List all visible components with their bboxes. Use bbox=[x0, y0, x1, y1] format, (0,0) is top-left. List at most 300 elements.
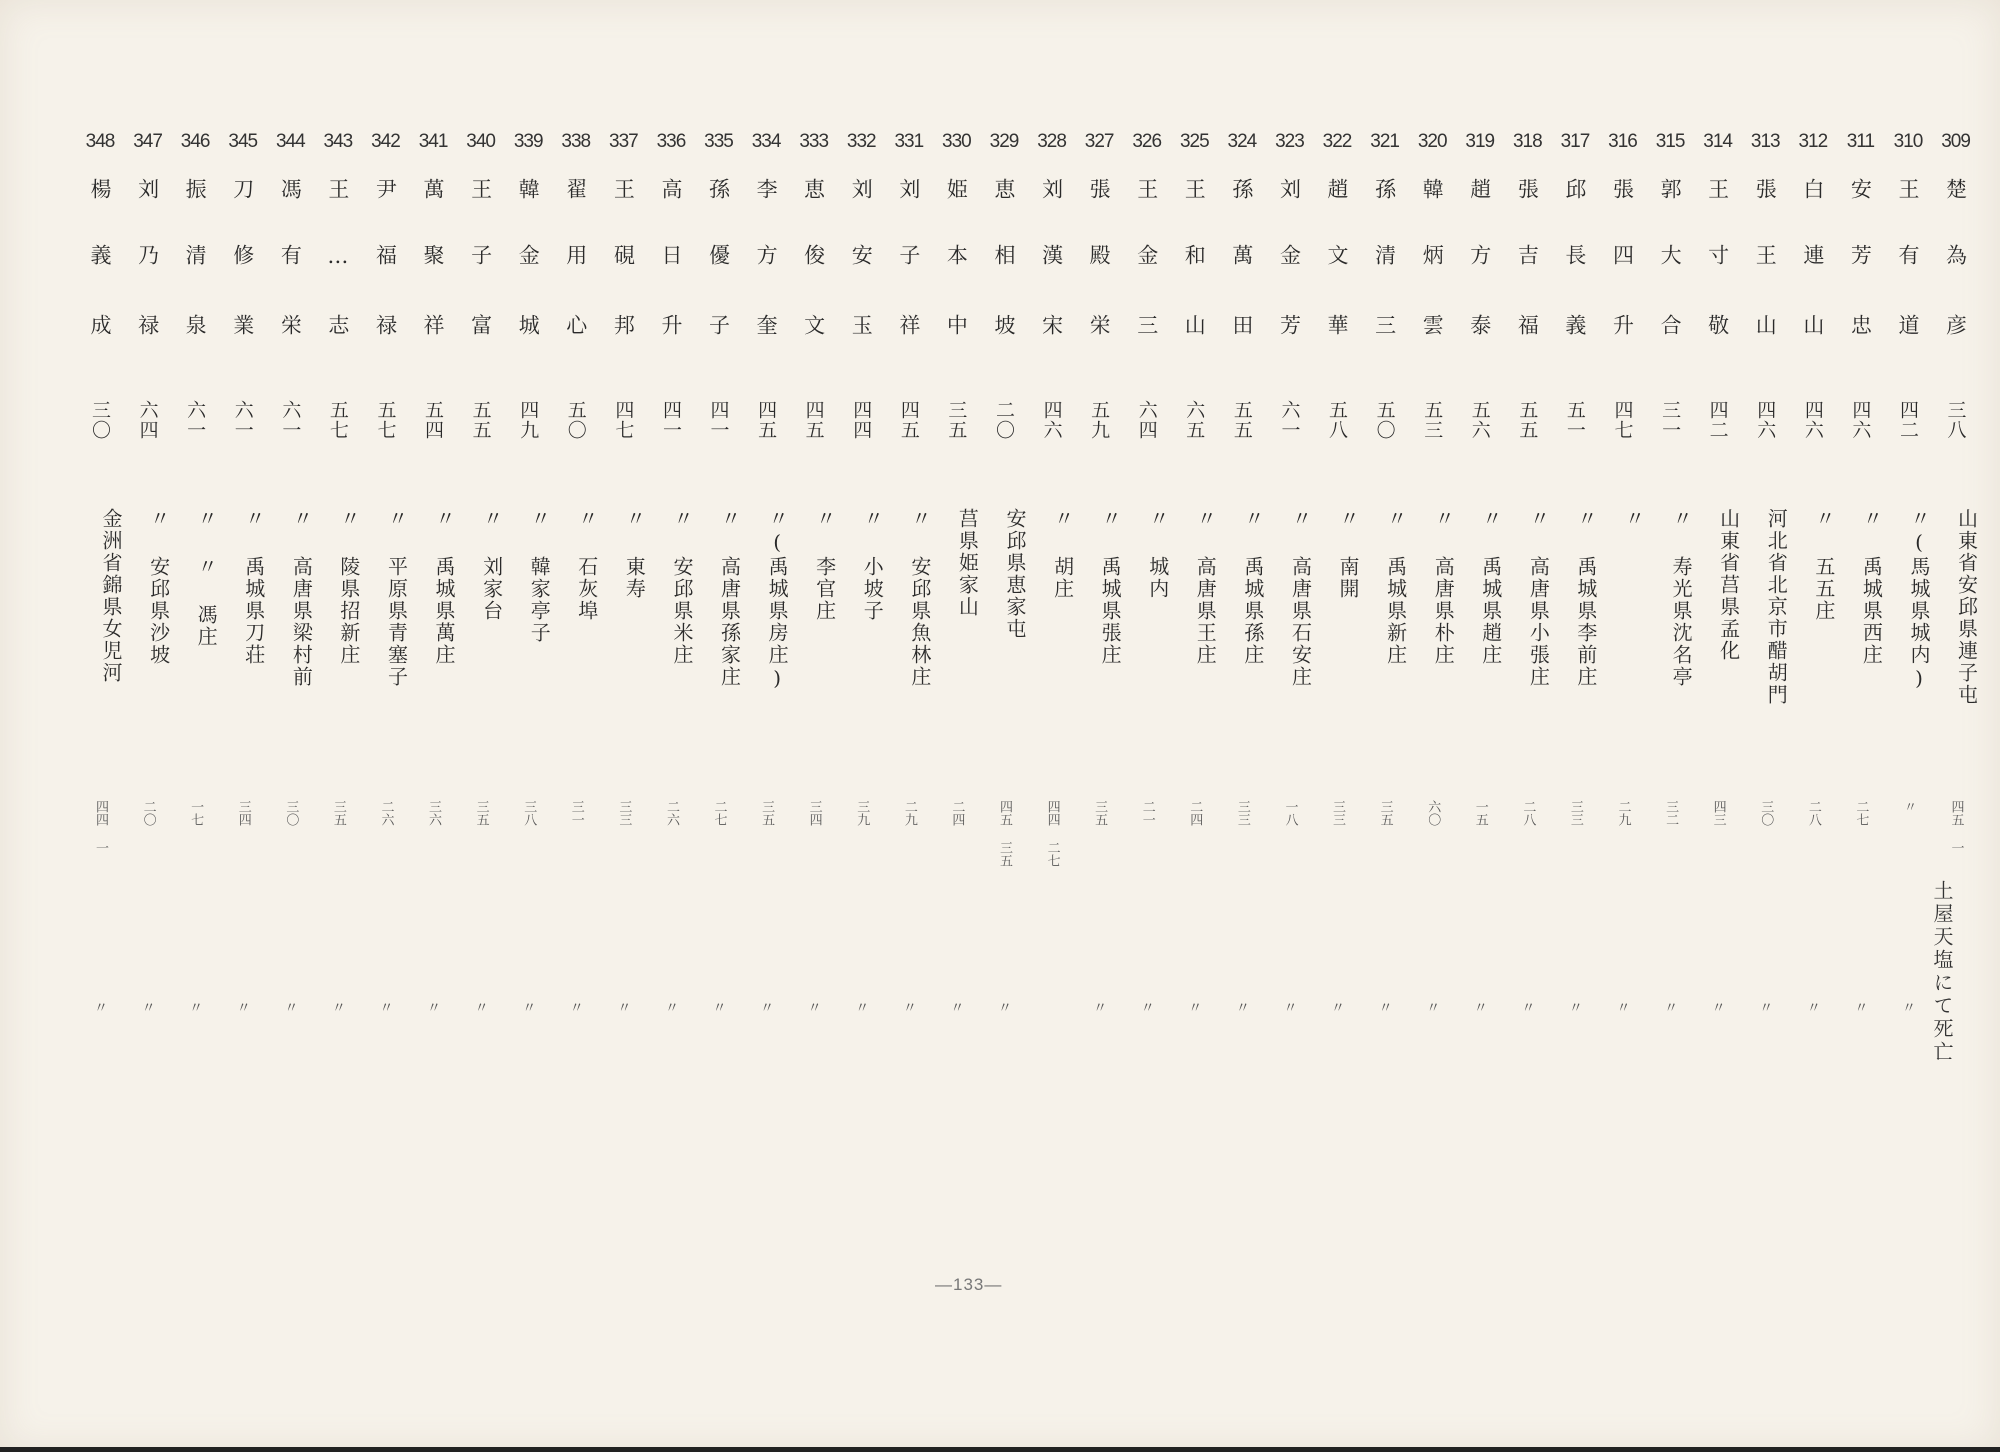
date-value: 二八 bbox=[1805, 800, 1821, 826]
date-value: 二七 bbox=[1853, 800, 1869, 826]
record-column bbox=[1125, 128, 1169, 1258]
ditto-mark: 〃 bbox=[1757, 1000, 1774, 1018]
origin-address: 〃 高唐県梁村前 bbox=[289, 508, 314, 688]
record-number: 316 bbox=[1608, 131, 1637, 152]
register-table bbox=[78, 128, 1978, 1258]
ditto-mark: 〃 bbox=[1852, 1000, 1869, 1018]
origin-address: 〃 小坡子 bbox=[860, 508, 885, 622]
record-column bbox=[126, 128, 170, 1258]
surname: 楚 bbox=[1943, 178, 1968, 203]
given-name-2: 福 bbox=[1515, 314, 1540, 339]
given-name-1: 俊 bbox=[801, 244, 826, 269]
record-number: 340 bbox=[466, 131, 495, 152]
record-column bbox=[1934, 128, 1978, 1258]
date-value: 三三 bbox=[1234, 800, 1250, 826]
surname: 韓 bbox=[1420, 178, 1445, 203]
origin-address: 山東省莒県孟化 bbox=[1716, 508, 1741, 662]
age: 六一 bbox=[184, 400, 207, 440]
surname: 尹 bbox=[373, 178, 398, 203]
given-name-2: 田 bbox=[1229, 314, 1254, 339]
origin-address: 〃 五五庄 bbox=[1811, 508, 1836, 622]
record-number: 345 bbox=[228, 131, 258, 152]
age: 六一 bbox=[231, 400, 254, 440]
given-name-1: 四 bbox=[1610, 244, 1635, 269]
surname: 孫 bbox=[1372, 178, 1397, 203]
given-name-1: 漢 bbox=[1039, 244, 1064, 269]
ditto-mark: 〃 bbox=[472, 1000, 489, 1018]
record-number: 314 bbox=[1703, 131, 1732, 152]
given-name-1: 聚 bbox=[421, 244, 446, 269]
given-name-1: 方 bbox=[1467, 244, 1492, 269]
given-name-2: 敬 bbox=[1705, 314, 1730, 339]
ditto-mark: 〃 bbox=[615, 1000, 632, 1018]
given-name-1: 殿 bbox=[1087, 244, 1112, 269]
origin-address: 莒県姫家山 bbox=[955, 508, 980, 618]
given-name-1: 福 bbox=[373, 244, 398, 269]
given-name-2: 祥 bbox=[896, 314, 921, 339]
record-number: 338 bbox=[561, 131, 591, 152]
ditto-mark: 〃 bbox=[1233, 1000, 1250, 1018]
age: 六四 bbox=[1135, 400, 1158, 440]
age: 四四 bbox=[850, 400, 873, 440]
age: 四六 bbox=[1801, 400, 1824, 440]
ditto-mark: 〃 bbox=[853, 1000, 870, 1018]
given-name-2: 義 bbox=[1562, 314, 1587, 339]
ditto-mark: 〃 bbox=[1376, 1000, 1393, 1018]
given-name-2: 雲 bbox=[1420, 314, 1445, 339]
date-value: 四五 一 bbox=[1948, 800, 1964, 854]
surname: 張 bbox=[1087, 178, 1112, 203]
record-column bbox=[1030, 128, 1074, 1258]
record-column bbox=[697, 128, 741, 1258]
age: 五三 bbox=[1421, 400, 1444, 440]
origin-address: 〃(馬城県城内) bbox=[1906, 508, 1931, 692]
surname: 刀 bbox=[230, 178, 255, 203]
date-value: 三三 bbox=[1567, 800, 1583, 826]
record-number: 330 bbox=[942, 131, 971, 152]
age: 五五 bbox=[469, 400, 492, 440]
date-value: 一五 bbox=[1472, 800, 1488, 826]
given-name-2: 彦 bbox=[1943, 314, 1968, 339]
record-column bbox=[506, 128, 550, 1258]
given-name-2: 志 bbox=[325, 314, 350, 339]
record-column bbox=[221, 128, 265, 1258]
origin-address: 〃 高唐県小張庄 bbox=[1526, 508, 1551, 688]
date-value: 三二 bbox=[1663, 800, 1679, 826]
ditto-mark: 〃 bbox=[1614, 1000, 1631, 1018]
record-column bbox=[1886, 128, 1930, 1258]
ditto-mark: 〃 bbox=[567, 1000, 584, 1018]
given-name-2: 坡 bbox=[991, 314, 1016, 339]
ditto-mark: 〃 bbox=[329, 1000, 346, 1018]
record-number: 321 bbox=[1370, 131, 1399, 152]
origin-address: 〃 禹城県西庄 bbox=[1859, 508, 1884, 666]
surname: 刘 bbox=[849, 178, 874, 203]
given-name-2: 邦 bbox=[611, 314, 636, 339]
record-number: 312 bbox=[1798, 131, 1828, 152]
given-name-2: 山 bbox=[1753, 314, 1778, 339]
given-name-1: … bbox=[325, 244, 350, 272]
date-value: 三〇 bbox=[1758, 800, 1774, 826]
surname: 趙 bbox=[1467, 178, 1492, 203]
given-name-2: 泉 bbox=[183, 314, 208, 339]
surname: 安 bbox=[1848, 178, 1873, 203]
age: 四二 bbox=[1896, 400, 1919, 440]
age: 六一 bbox=[279, 400, 302, 440]
given-name-2: 升 bbox=[658, 314, 683, 339]
date-value: 二一 bbox=[1139, 800, 1155, 826]
surname: 萬 bbox=[421, 178, 446, 203]
given-name-1: 用 bbox=[563, 244, 588, 269]
given-name-2: 心 bbox=[563, 314, 588, 339]
ditto-mark: 〃 bbox=[520, 1000, 537, 1018]
age: 四五 bbox=[897, 400, 920, 440]
ditto-mark: 〃 bbox=[1091, 1000, 1108, 1018]
date-value: 六〇 bbox=[1425, 800, 1441, 826]
surname: 刘 bbox=[1277, 178, 1302, 203]
record-column bbox=[1410, 128, 1454, 1258]
given-name-2: 升 bbox=[1610, 314, 1635, 339]
date-value: 三一 bbox=[568, 800, 584, 826]
given-name-2: 芳 bbox=[1277, 314, 1302, 339]
ditto-mark: 〃 bbox=[805, 1000, 822, 1018]
surname: 姫 bbox=[944, 178, 969, 203]
record-column bbox=[459, 128, 503, 1258]
record-number: 347 bbox=[133, 131, 162, 152]
record-column bbox=[1315, 128, 1359, 1258]
ditto-mark: 〃 bbox=[1424, 1000, 1441, 1018]
age: 四一 bbox=[707, 400, 730, 440]
age: 四六 bbox=[1754, 400, 1777, 440]
record-number: 348 bbox=[85, 131, 115, 152]
given-name-1: 子 bbox=[896, 244, 921, 269]
surname: 恵 bbox=[801, 178, 826, 203]
record-column bbox=[1220, 128, 1264, 1258]
given-name-1: 金 bbox=[516, 244, 541, 269]
record-column bbox=[1458, 128, 1502, 1258]
age: 四七 bbox=[1611, 400, 1634, 440]
record-number: 311 bbox=[1846, 131, 1875, 152]
scan-edge bbox=[0, 1447, 2000, 1452]
ditto-mark: 〃 bbox=[948, 1000, 965, 1018]
origin-address: 〃 李官庄 bbox=[812, 508, 837, 622]
date-value: 一八 bbox=[1282, 800, 1298, 826]
record-number: 310 bbox=[1893, 131, 1923, 152]
origin-address: 〃 陵県招新庄 bbox=[336, 508, 361, 666]
given-name-1: 金 bbox=[1134, 244, 1159, 269]
surname: 韓 bbox=[516, 178, 541, 203]
age: 三八 bbox=[1944, 400, 1967, 440]
given-name-1: 萬 bbox=[1229, 244, 1254, 269]
record-column bbox=[1648, 128, 1692, 1258]
ditto-mark: 〃 bbox=[995, 1000, 1012, 1018]
origin-address: 〃 韓家亭子 bbox=[527, 508, 552, 644]
surname: 張 bbox=[1610, 178, 1635, 203]
origin-address: 〃 禹城県刀荘 bbox=[241, 508, 266, 666]
age: 六五 bbox=[1183, 400, 1206, 440]
record-column bbox=[554, 128, 598, 1258]
ditto-mark: 〃 bbox=[1662, 1000, 1679, 1018]
date-value: 三五 bbox=[1092, 800, 1108, 826]
record-column bbox=[1743, 128, 1787, 1258]
record-column bbox=[1077, 128, 1121, 1258]
ditto-mark: 〃 bbox=[1804, 1000, 1821, 1018]
age: 四九 bbox=[517, 400, 540, 440]
record-column bbox=[982, 128, 1026, 1258]
record-number: 332 bbox=[846, 131, 876, 152]
given-name-2: 奎 bbox=[754, 314, 779, 339]
surname: 振 bbox=[183, 178, 208, 203]
surname: 孫 bbox=[706, 178, 731, 203]
given-name-1: 日 bbox=[658, 244, 683, 269]
date-value: 二四 bbox=[1187, 800, 1203, 826]
surname: 王 bbox=[1895, 178, 1920, 203]
given-name-2: 三 bbox=[1134, 314, 1159, 339]
ditto-mark: 〃 bbox=[758, 1000, 775, 1018]
record-number: 328 bbox=[1037, 131, 1066, 152]
origin-address: 〃 安邱県沙坡 bbox=[146, 508, 171, 666]
given-name-1: 芳 bbox=[1848, 244, 1873, 269]
date-value: 四四 一 bbox=[93, 800, 108, 854]
record-number: 339 bbox=[513, 131, 543, 152]
date-value: 二六 bbox=[378, 800, 394, 826]
ditto-mark: 〃 bbox=[1471, 1000, 1488, 1018]
ditto-mark: 〃 bbox=[662, 1000, 679, 1018]
record-column bbox=[1267, 128, 1311, 1258]
surname: 王 bbox=[611, 178, 636, 203]
date-value: 一七 bbox=[188, 800, 204, 826]
record-number: 343 bbox=[323, 131, 353, 152]
record-column bbox=[78, 128, 122, 1258]
record-number: 322 bbox=[1322, 131, 1352, 152]
age: 四五 bbox=[755, 400, 778, 440]
date-value: 三三 bbox=[1330, 800, 1346, 826]
record-column bbox=[934, 128, 978, 1258]
surname: 楊 bbox=[88, 178, 112, 203]
given-name-1: 清 bbox=[1372, 244, 1397, 269]
age: 三一 bbox=[1659, 400, 1682, 440]
origin-address: 〃 胡庄 bbox=[1050, 508, 1075, 600]
surname: 刘 bbox=[1039, 178, 1064, 203]
record-number: 329 bbox=[989, 131, 1019, 152]
record-column bbox=[1172, 128, 1216, 1258]
given-name-2: 子 bbox=[706, 314, 731, 339]
given-name-2: 玉 bbox=[849, 314, 874, 339]
given-name-1: 長 bbox=[1562, 244, 1587, 269]
record-number: 313 bbox=[1750, 131, 1780, 152]
origin-address: 〃 安邱県魚林庄 bbox=[907, 508, 932, 688]
date-value: 二八 bbox=[1520, 800, 1536, 826]
origin-address: 〃 刘家台 bbox=[479, 508, 504, 622]
record-column bbox=[839, 128, 883, 1258]
ditto-mark: 〃 bbox=[282, 1000, 299, 1018]
date-value: 三四 bbox=[235, 800, 251, 826]
origin-address: 〃 高唐県孫家庄 bbox=[717, 508, 742, 688]
record-number: 326 bbox=[1132, 131, 1162, 152]
given-name-2: 文 bbox=[801, 314, 826, 339]
record-number: 318 bbox=[1512, 131, 1542, 152]
date-value: 二六 bbox=[663, 800, 679, 826]
origin-address: 安邱県恵家屯 bbox=[1002, 508, 1027, 640]
surname: 王 bbox=[1705, 178, 1730, 203]
surname: 郭 bbox=[1658, 178, 1683, 203]
age: 二〇 bbox=[992, 400, 1015, 440]
given-name-1: 有 bbox=[1895, 244, 1920, 269]
given-name-1: 安 bbox=[849, 244, 874, 269]
ditto-mark: 〃 bbox=[1138, 1000, 1155, 1018]
record-number: 331 bbox=[894, 131, 924, 152]
given-name-1: 義 bbox=[88, 244, 112, 269]
given-name-2: 泰 bbox=[1467, 314, 1492, 339]
ditto-mark: 〃 bbox=[1899, 1000, 1916, 1018]
age: 五〇 bbox=[1373, 400, 1396, 440]
given-name-2: 成 bbox=[88, 314, 112, 339]
age: 四五 bbox=[802, 400, 825, 440]
ditto-mark: 〃 bbox=[1281, 1000, 1298, 1018]
record-column bbox=[411, 128, 455, 1258]
given-name-2: 華 bbox=[1325, 314, 1350, 339]
date-value: 二四 bbox=[949, 800, 965, 826]
record-number: 324 bbox=[1227, 131, 1257, 152]
origin-address: 〃 禹城県萬庄 bbox=[432, 508, 457, 666]
given-name-1: 優 bbox=[706, 244, 731, 269]
given-name-2: 禄 bbox=[373, 314, 398, 339]
date-value: 三五 bbox=[1377, 800, 1393, 826]
origin-address: 〃 禹城県張庄 bbox=[1098, 508, 1123, 666]
date-value: 二七 bbox=[711, 800, 727, 826]
given-name-2: 城 bbox=[516, 314, 541, 339]
age: 五九 bbox=[1088, 400, 1111, 440]
surname: 王 bbox=[1182, 178, 1207, 203]
record-number: 335 bbox=[704, 131, 733, 152]
remark-note: 土屋天塩にて死亡 bbox=[1930, 880, 1954, 1064]
record-number: 315 bbox=[1655, 131, 1685, 152]
given-name-1: 金 bbox=[1277, 244, 1302, 269]
record-number: 334 bbox=[751, 131, 781, 152]
age: 五六 bbox=[1468, 400, 1491, 440]
surname: 馮 bbox=[278, 178, 303, 203]
record-column bbox=[316, 128, 360, 1258]
origin-address: 〃 平原県青塞子 bbox=[384, 508, 409, 688]
ditto-mark: 〃 bbox=[187, 1000, 204, 1018]
surname: 王 bbox=[468, 178, 493, 203]
record-column bbox=[173, 128, 217, 1258]
ditto-mark: 〃 bbox=[900, 1000, 917, 1018]
ditto-mark: 〃 bbox=[1329, 1000, 1346, 1018]
origin-address: 金洲省錦県女児河 bbox=[99, 508, 123, 684]
record-column bbox=[1601, 128, 1645, 1258]
surname: 張 bbox=[1515, 178, 1540, 203]
surname: 高 bbox=[658, 178, 683, 203]
record-number: 327 bbox=[1084, 131, 1114, 152]
surname: 張 bbox=[1753, 178, 1778, 203]
given-name-2: 禄 bbox=[135, 314, 160, 339]
age: 五四 bbox=[422, 400, 445, 440]
record-column bbox=[792, 128, 836, 1258]
record-column bbox=[744, 128, 788, 1258]
date-value: 三五 bbox=[759, 800, 775, 826]
given-name-1: 吉 bbox=[1515, 244, 1540, 269]
date-value: 三五 bbox=[330, 800, 346, 826]
surname: 翟 bbox=[563, 178, 588, 203]
surname: 孫 bbox=[1229, 178, 1254, 203]
age: 三五 bbox=[945, 400, 968, 440]
origin-address: 〃 〃 馮庄 bbox=[194, 508, 219, 648]
record-column bbox=[1696, 128, 1740, 1258]
origin-address: 山東省安邱県連子屯 bbox=[1954, 508, 1979, 706]
age: 六四 bbox=[136, 400, 159, 440]
origin-address: 〃 禹城県孫庄 bbox=[1240, 508, 1265, 666]
given-name-2: 中 bbox=[944, 314, 969, 339]
given-name-1: 子 bbox=[468, 244, 493, 269]
record-number: 325 bbox=[1179, 131, 1209, 152]
age: 五一 bbox=[1563, 400, 1586, 440]
given-name-2: 道 bbox=[1895, 314, 1920, 339]
date-value: 〃 bbox=[1900, 800, 1916, 813]
given-name-1: 和 bbox=[1182, 244, 1207, 269]
age: 五五 bbox=[1230, 400, 1253, 440]
given-name-1: 文 bbox=[1325, 244, 1350, 269]
ditto-mark: 〃 bbox=[1186, 1000, 1203, 1018]
ditto-mark: 〃 bbox=[425, 1000, 442, 1018]
record-number: 346 bbox=[180, 131, 210, 152]
date-value: 三五 bbox=[473, 800, 489, 826]
date-value: 四三 bbox=[1710, 800, 1726, 826]
origin-address: 〃 安邱県米庄 bbox=[669, 508, 694, 666]
given-name-1: 乃 bbox=[135, 244, 160, 269]
given-name-2: 栄 bbox=[278, 314, 303, 339]
age: 五〇 bbox=[564, 400, 587, 440]
record-number: 337 bbox=[609, 131, 638, 152]
record-column bbox=[601, 128, 645, 1258]
surname: 白 bbox=[1800, 178, 1825, 203]
given-name-2: 祥 bbox=[421, 314, 446, 339]
date-value: 二九 bbox=[1615, 800, 1631, 826]
date-value: 三九 bbox=[854, 800, 870, 826]
given-name-2: 合 bbox=[1658, 314, 1683, 339]
date-value: 三八 bbox=[521, 800, 537, 826]
given-name-2: 業 bbox=[230, 314, 255, 339]
given-name-1: 本 bbox=[944, 244, 969, 269]
given-name-1: 大 bbox=[1658, 244, 1683, 269]
origin-address: 〃 禹城県新庄 bbox=[1383, 508, 1408, 666]
given-name-1: 炳 bbox=[1420, 244, 1445, 269]
record-number: 317 bbox=[1560, 131, 1590, 152]
age: 四七 bbox=[612, 400, 635, 440]
record-number: 323 bbox=[1275, 131, 1304, 152]
given-name-1: 硯 bbox=[611, 244, 636, 269]
given-name-2: 三 bbox=[1372, 314, 1397, 339]
ditto-mark: 〃 bbox=[1709, 1000, 1726, 1018]
date-value: 三三 bbox=[616, 800, 632, 826]
given-name-1: 連 bbox=[1800, 244, 1825, 269]
age: 三〇 bbox=[89, 400, 111, 440]
origin-address: 〃 高唐県朴庄 bbox=[1431, 508, 1456, 666]
record-number: 319 bbox=[1465, 131, 1495, 152]
given-name-2: 富 bbox=[468, 314, 493, 339]
record-column bbox=[1363, 128, 1407, 1258]
date-value: 三〇 bbox=[283, 800, 299, 826]
origin-address: 〃 高唐県王庄 bbox=[1193, 508, 1218, 666]
age: 四二 bbox=[1706, 400, 1729, 440]
age: 六一 bbox=[1278, 400, 1301, 440]
surname: 刘 bbox=[135, 178, 160, 203]
date-value: 三四 bbox=[806, 800, 822, 826]
record-column bbox=[1505, 128, 1549, 1258]
origin-address: 〃 寿光県沈名亭 bbox=[1669, 508, 1694, 688]
given-name-2: 山 bbox=[1182, 314, 1207, 339]
age: 四六 bbox=[1040, 400, 1063, 440]
